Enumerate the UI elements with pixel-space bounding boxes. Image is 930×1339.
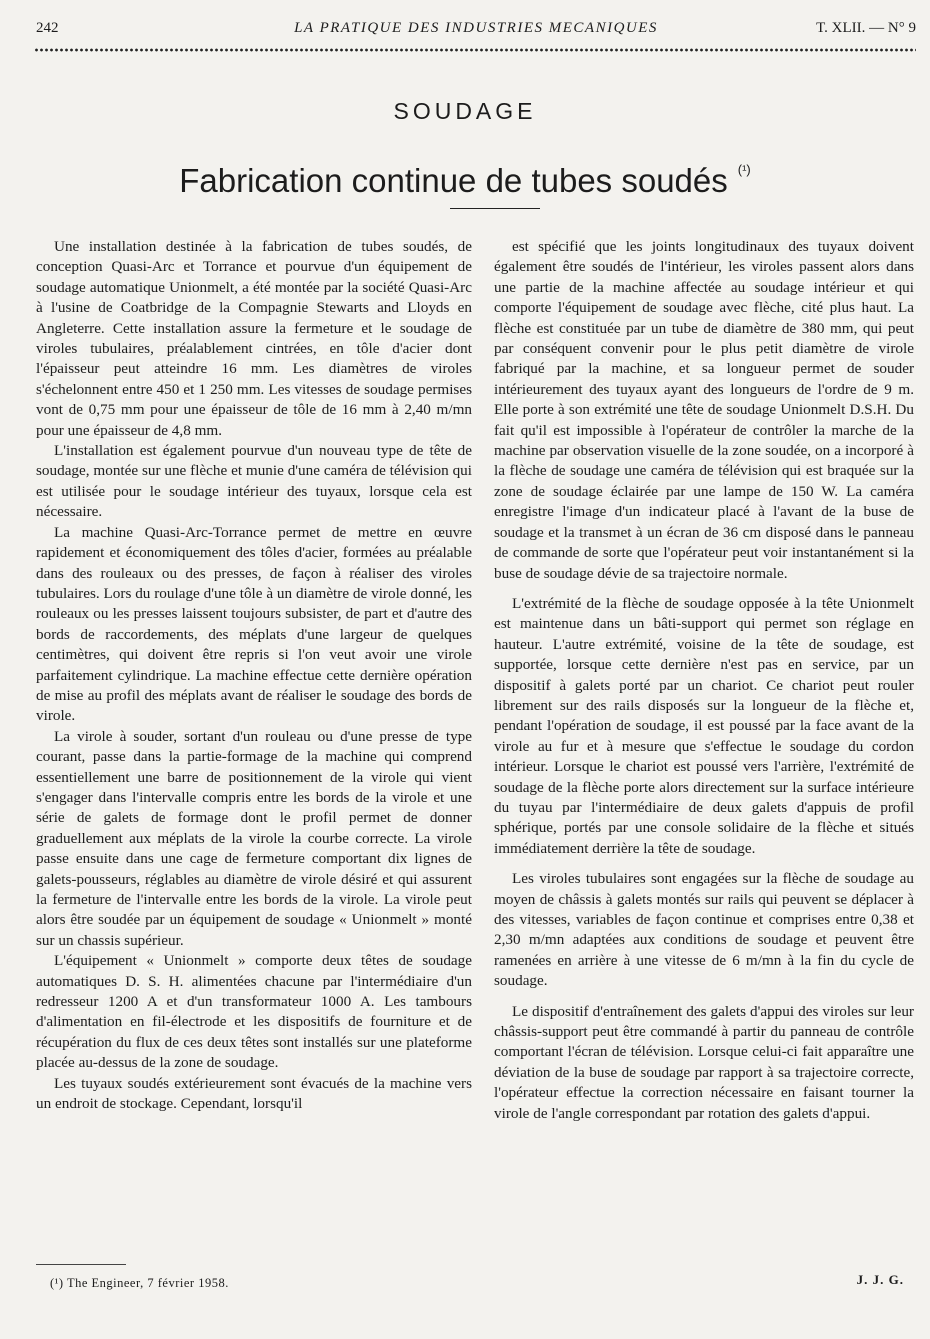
section-heading: SOUDAGE: [393, 98, 537, 124]
running-header: [36, 20, 916, 40]
paragraph: Une installation destinée à la fabrication de tubes soudés, de conception Quasi-Arc et Torrance et pourvue d'un équipement de soudage automatique Unionmelt, a été montée par la société Quasi-Arc à l'usine de Coatbridge de la Compagnie Stewarts and Lloyds en Angleterre. Cette installation assure la fermeture et le soudage de viroles tubulaires, préalablement cintrées, en tôle d'acier dont l'épaisseur peut atteindre 16 mm. Les diamètres de viroles s'échelonnent entre 450 et 1 250 mm. Les vitesses de soudage permises vont de 0,75 mm pour une épaisseur de tôle de 16 mm à 2,40 m/mn pour une épaisseur de 4,8 mm.: [36, 238, 472, 439]
article-title: Fabrication continue de tubes soudés: [179, 162, 728, 199]
paragraph: L'équipement « Unionmelt » comporte deux têtes de soudage automatiques D. S. H. alimentées chacune par l'intermédiaire d'un redresseur 1200 A et d'un transformateur 1000 A. Les tambours d'alimentation en fil-électrode et les dispositifs de fourniture et de récupération du flux de ces deux têtes sont installés sur une plateforme placée au-dessus de la zone de soudage.: [36, 952, 472, 1072]
right-column: [494, 237, 914, 1124]
paragraph: Le dispositif d'entraînement des galets d'appui des viroles sur leur châssis-support peut être commandé à partir du panneau de contrôle comportant l'écran de télévision. Lorsque celui-ci fait apparaître une déviation de la buse de soudage par rapport à sa trajectoire correcte, l'opérateur effectue la correction nécessaire en faisant tourner la virole de l'angle correspondant par rotation des galets d'appui.: [494, 1002, 914, 1122]
volume-number: T. XLII. — N° 9: [816, 20, 916, 36]
title-footnote-mark: (¹): [737, 162, 751, 177]
dotted-rule: [34, 47, 916, 53]
paragraph: Les tuyaux soudés extérieurement sont évacués de la machine vers un endroit de stockage. Cependant, lorsqu'il: [36, 1074, 472, 1113]
left-column: [36, 237, 472, 1114]
paragraph: est spécifié que les joints longitudinaux des tuyaux doivent également être soudés de l'intérieur, les viroles passent alors dans une partie de la machine affectée au soudage intérieur et qui comporte l'équipement de soudage avec flèche, cité plus haut. La flèche est constituée par un tube de diamètre de 380 mm, qui peut par conséquent convenir pour le plus petit diamètre de virole fabriqué par la machine, et sa longueur permet de souder intérieurement des tuyaux ayant des longueurs de l'ordre de 9 m. Elle porte à son extrémité une tête de soudage Unionmelt D.S.H. Du fait qu'il est impossible à l'opérateur de contrôler la marche de la machine par observation visuelle de la zone soudée, on a incorporé à la flèche de soudage une caméra de télévision qui est braquée sur la zone de soudage éclairée par une lampe de 150 W. La caméra enregistre l'image d'un indicateur placé à l'avant de la buse de soudage et la transmet à un écran de 36 cm disposé dans le panneau de commande de sorte que l'opérateur peut voir instantanément si la buse de soudage dévie de sa trajectoire normale.: [494, 238, 914, 582]
title-underline: [450, 208, 540, 209]
footnote: (¹) The Engineer, 7 février 1958.: [50, 1276, 229, 1290]
article-title-block: [0, 162, 930, 200]
paragraph: La virole à souder, sortant d'un rouleau ou d'une presse de type courant, passe dans la partie-formage de la machine qui comprend essentiellement une barre de positionnement de la virole qui vient s'engager dans l'intervalle compris entre les bords de la virole et une série de galets de formage dont le profil permet de donner graduellement aux méplats de la virole la courbe correcte. La virole passe ensuite dans une cage de fermeture comportant dix lignes de galets-pousseurs, réglables au diamètre de virole désiré et qui assurent la fermeture de l'intervalle entre les bords de la virole. La virole peut alors être soudée par un équipement de soudage « Unionmelt » monté sur un chassis supérieur.: [36, 727, 472, 949]
paragraph: La machine Quasi-Arc-Torrance permet de mettre en œuvre rapidement et économiquement des tôles d'acier, formées au préalable dans des rouleaux ou des presses, de façon à réaliser des viroles tubulaires. Lors du roulage d'une tôle à un diamètre de virole donné, les rouleaux ou les presses laissent toujours subsister, de part et d'autre des bords de raccordements, des méplats d'une largeur de quelques centimètres, qui doivent être repris si l'on veut avoir une virole parfaitement cylindrique. La machine effectue cette dernière opération de mise au profil des méplats avant de réaliser le soudage des bords de virole.: [36, 523, 472, 725]
paragraph: L'installation est également pourvue d'un nouveau type de tête de soudage, montée sur une flèche et munie d'une caméra de télévision qui est utilisée pour le soudage intérieur des tuyaux, lorsque cela est nécessaire.: [36, 442, 472, 521]
page-number: 242: [36, 20, 59, 36]
paragraph: Les viroles tubulaires sont engagées sur la flèche de soudage au moyen de châssis à galets montés sur rails qui peuvent se déplacer à des vitesses, variables de façon continue et comprises entre 0,38 et 2,30 m/mn adaptées aux conditions de soudage et peuvent être ramenées en arrière à une vitesse de 6 m/mn à la fin du cycle de soudage.: [494, 870, 914, 990]
footnote-rule: [36, 1264, 126, 1265]
journal-title: LA PRATIQUE DES INDUSTRIES MECANIQUES: [294, 20, 658, 36]
paragraph: L'extrémité de la flèche de soudage opposée à la tête Unionmelt est maintenue dans un bâti-support qui permet son réglage en hauteur. L'autre extrémité, voisine de la tête de soudage, est supportée, lorsque cette dernière n'est pas en service, par un dispositif à galets porté par un chariot. Ce chariot peut rouler librement sur des rails disposés sur la longueur de la flèche et, pendant l'opération de soudage, il est poussé par la face avant de la virole au fur et à mesure que s'effectue le soudage du cordon intérieur. Lorsque le chariot est poussé vers l'arrière, l'extrémité de soudage de la flèche porte alors directement sur la surface intérieure du tuyau par l'intermédiaire de deux galets d'appuis de profil sphérique, portés par une console solidaire de la flèche et situés immédiatement derrière la tête de soudage.: [494, 594, 914, 857]
author-signature: J. J. G.: [856, 1272, 904, 1287]
